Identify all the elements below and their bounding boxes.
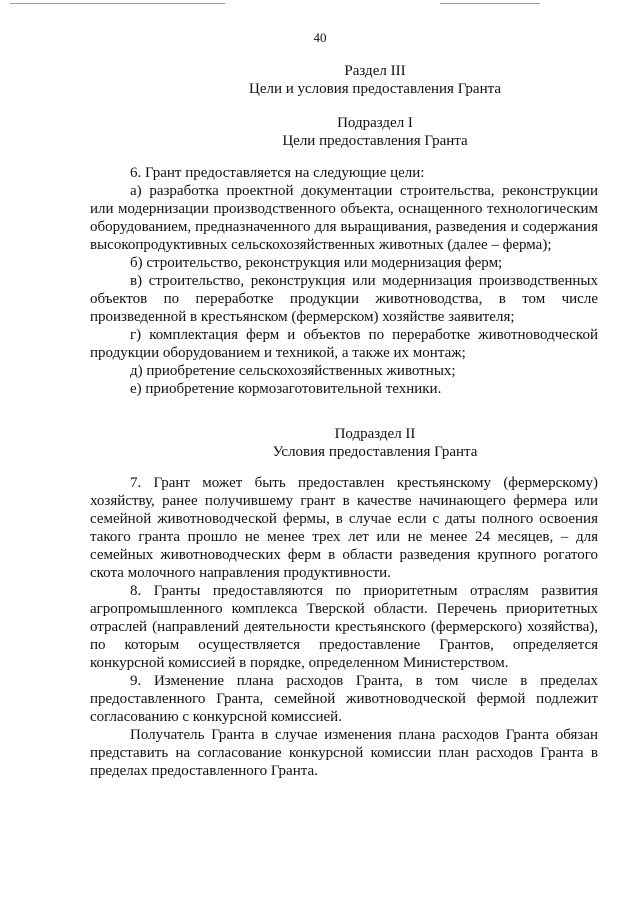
paragraph-6e: е) приобретение кормозаготовительной техники. (130, 381, 442, 397)
paragraph-6d: д) приобретение сельскохозяйственных животных; (130, 363, 456, 379)
section-subtitle: Цели и условия предоставления Гранта (248, 81, 502, 97)
paragraph-6: 6. Грант предоставляется на следующие цели: (130, 165, 425, 181)
paragraph-recipient: Получатель Гранта в случае изменения плана расходов Гранта обязан представить на согласование конкурсной комиссии план расходов Гранта в пределах предоставленного Гранта. (90, 727, 598, 779)
subsection1-subtitle: Цели предоставления Гранта (282, 133, 468, 149)
paragraph-9: 9. Изменение плана расходов Гранта, в том числе в пределах предоставленного Гранта, семейной животноводческой фермой подлежит согласованию с конкурсной комиссией. (90, 673, 598, 725)
paragraph-6b: б) строительство, реконструкция или модернизация ферм; (130, 255, 503, 271)
subsection2-subtitle: Условия предоставления Гранта (272, 444, 478, 460)
subsection2-title: Подраздел II (334, 426, 416, 442)
subsection2-body (90, 474, 598, 780)
scan-artifact-line-right (440, 3, 540, 4)
paragraph-8: 8. Гранты предоставляются по приоритетным отраслям развития агропромышленного комплекса Тверской области. Перечень приоритетных отраслей (направлений деятельности крестьянского (фермерского) хозяйства), по которым осуществляется предоставление Грантов, определяется конкурсной комиссией в порядке, определенном Министерством. (90, 583, 598, 671)
scan-artifact-line-left (10, 3, 225, 4)
section-title: Раздел III (344, 63, 406, 79)
paragraph-6a: а) разработка проектной документации строительства, реконструкции или модернизации производственного объекта, оснащенного технологическим оборудованием, предназначенного для выращивания, разведения и содержания высокопродуктивных сельскохозяйственных животных (далее – ферма); (90, 183, 598, 253)
subsection1-body (90, 164, 598, 398)
paragraph-6v: в) строительство, реконструкция или модернизация производственных объектов по переработке продукции животноводства, в том числе произведенной в крестьянском (фермерском) хозяйстве заявителя; (90, 273, 598, 325)
subsection1-heading (90, 114, 640, 150)
subsection2-heading (90, 425, 640, 461)
page-number: 40 (313, 30, 327, 45)
paragraph-7: 7. Грант может быть предоставлен крестьянскому (фермерскому) хозяйству, ранее получившему грант в качестве начинающего фермера или семейной животноводческой фермы, в случае если с даты полного освоения такого гранта прошло не менее трех лет или не менее 24 месяцев, – для семейных животноводческих ферм в области разведения крупного рогатого скота молочного направления продуктивности. (90, 475, 598, 581)
section-heading (90, 62, 640, 98)
paragraph-6g: г) комплектация ферм и объектов по переработке животноводческой продукции оборудованием и техникой, а также их монтаж; (90, 327, 598, 361)
subsection1-title: Подраздел I (337, 115, 413, 131)
